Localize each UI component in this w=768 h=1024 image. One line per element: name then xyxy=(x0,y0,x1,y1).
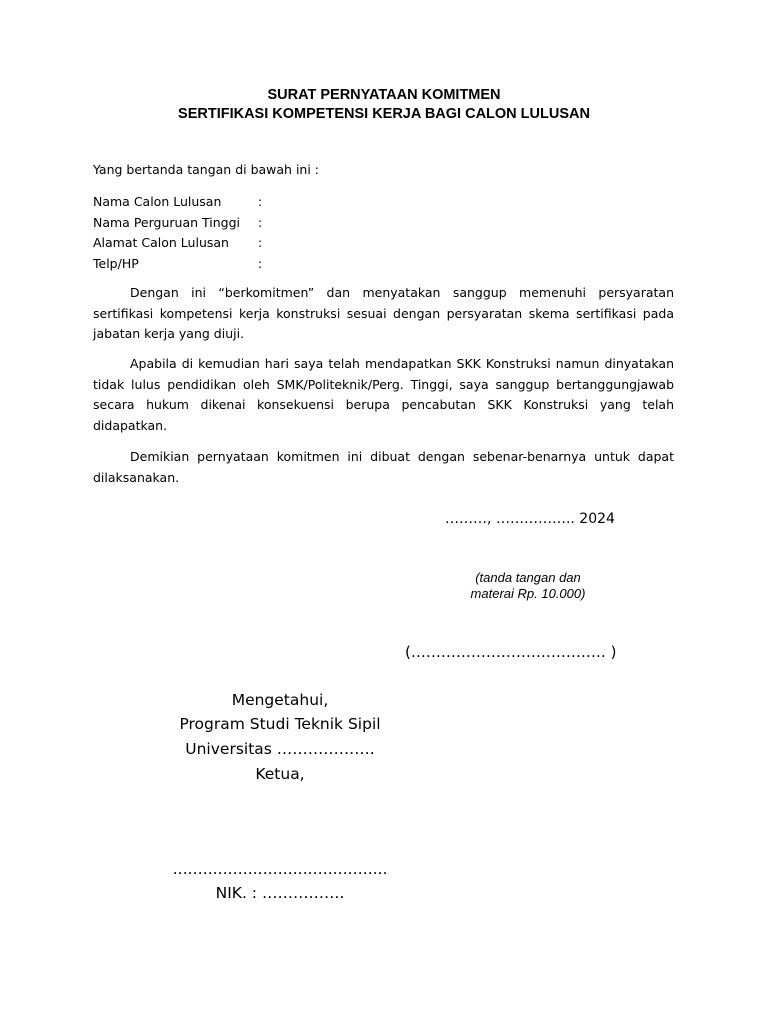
field-row-nama-calon-lulusan xyxy=(93,192,262,213)
signature-note-line: materai Rp. 10.000) xyxy=(470,586,586,601)
field-row-telp-hp xyxy=(93,254,262,275)
signatory-name-line: (………………………………… ) xyxy=(405,643,617,661)
identity-fields xyxy=(93,192,262,274)
signature-note-line: (tanda tangan dan xyxy=(475,570,581,585)
consequence-paragraph: Apabila di kemudian hari saya telah mendapatkan SKK Konstruksi namun dinyatakan tidak lulus pendidikan oleh SMK/Politeknik/Perg. Tinggi, saya sanggup bertanggungjawab secara hukum dikenai konsekuensi berupa pencabutan SKK Konstruksi yang telah didapatkan. xyxy=(93,356,674,433)
field-label: Nama Calon Lulusan xyxy=(93,194,222,209)
document-subtitle: SERTIFIKASI KOMPETENSI KERJA BAGI CALON LULUSAN xyxy=(178,106,590,122)
field-row-nama-perguruan-tinggi xyxy=(93,213,262,234)
field-label: Nama Perguruan Tinggi xyxy=(93,214,240,230)
acknowledgement-role: Ketua, xyxy=(255,765,305,783)
field-label: Telp/HP xyxy=(93,255,139,271)
commitment-paragraph: Dengan ini “berkomitmen” dan menyatakan sanggup memenuhi persyaratan sertifikasi kompetensi kerja konstruksi sesuai dengan persyaratan skema sertifikasi pada jabatan kerja yang diuji. xyxy=(93,285,674,342)
intro-text: Yang bertanda tangan di bawah ini : xyxy=(93,162,320,177)
field-separator: : xyxy=(258,214,263,230)
field-separator: : xyxy=(258,255,263,271)
field-row-alamat-calon-lulusan xyxy=(93,233,262,254)
acknowledgement-university: Universitas ………………. xyxy=(185,740,375,758)
signature-stamp-note xyxy=(430,570,626,602)
document-title: SURAT PERNYATAAN KOMITMEN xyxy=(267,87,501,103)
acknowledgement-signature-line: ……………………………………. xyxy=(172,860,388,878)
field-separator: : xyxy=(258,194,263,209)
field-label: Alamat Calon Lulusan xyxy=(93,235,229,250)
closing-paragraph: Demikian pernyataan komitmen ini dibuat dengan sebenar-benarnya untuk dapat dilaksanakan. xyxy=(93,449,674,485)
acknowledgement-program: Program Studi Teknik Sipil xyxy=(179,715,381,733)
place-date-line: ………, …………….. 2024 xyxy=(445,511,615,527)
acknowledgement-nik: NIK. : ……………. xyxy=(215,884,345,902)
acknowledgement-heading: Mengetahui, xyxy=(231,691,329,709)
field-separator: : xyxy=(258,235,263,250)
